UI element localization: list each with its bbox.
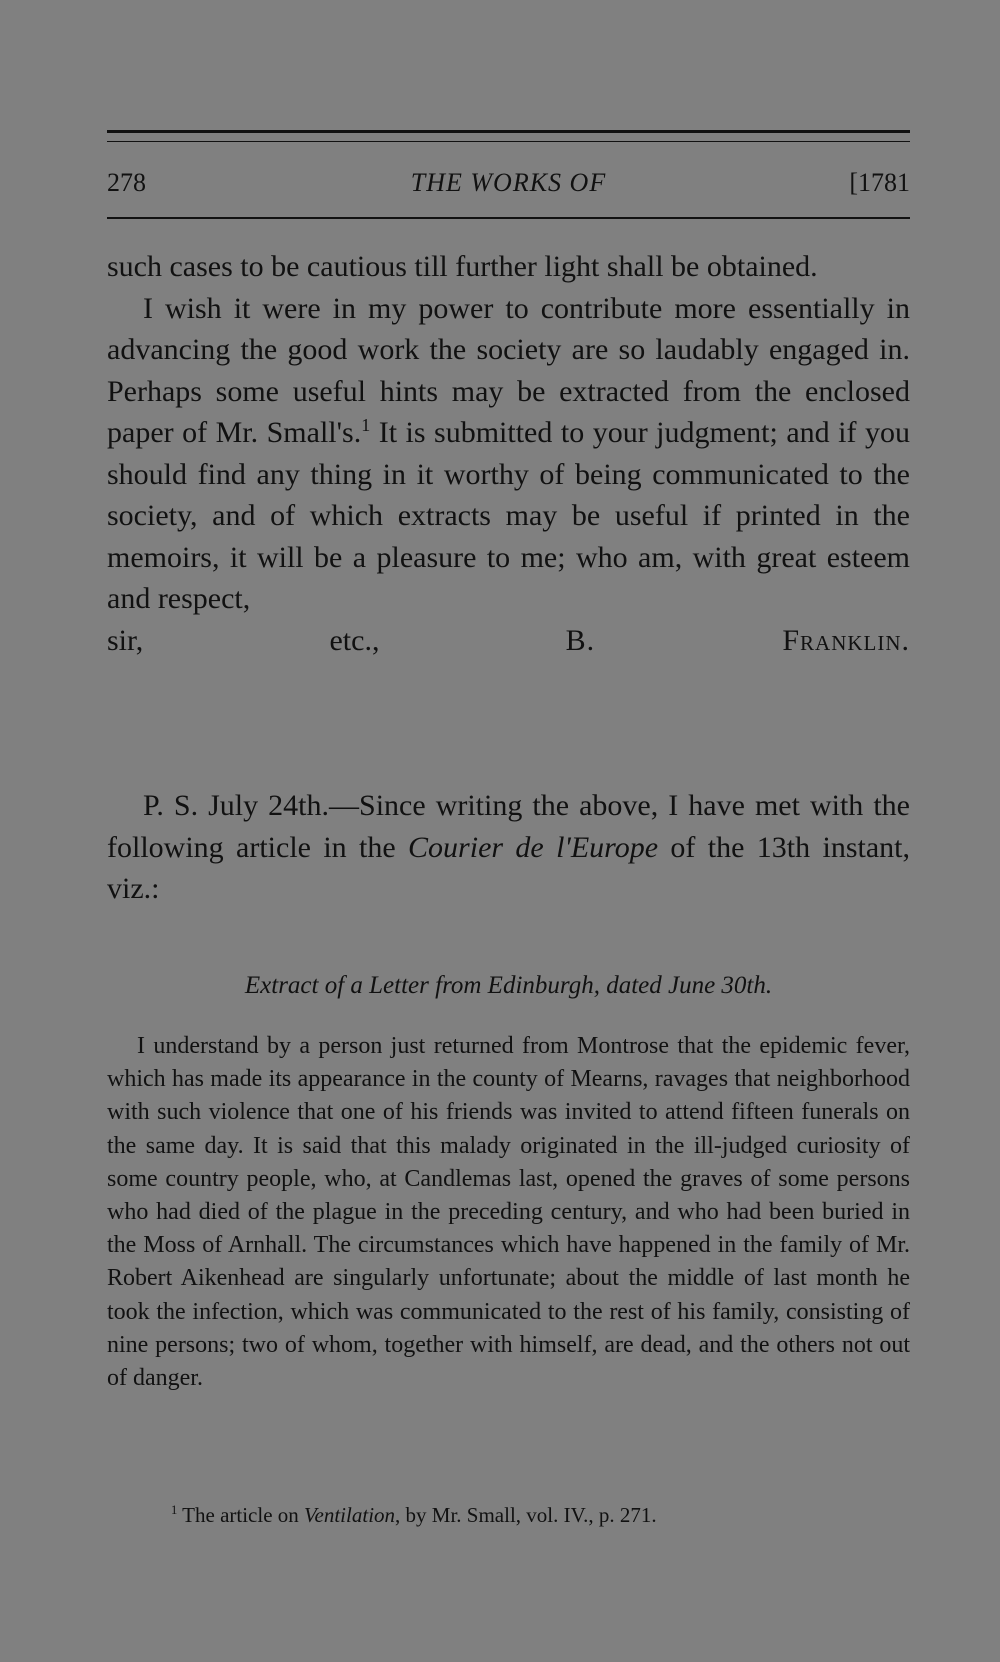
letter-paragraph-2-text-b: It is submitted to your judgment; and if you should find any thing in it worthy of being communicated to the society, and of which extracts may be useful if printed in the memoirs, it will be a pleasure to me; who am, with great esteem and respect, — [107, 416, 910, 615]
top-rule-thick — [107, 130, 910, 133]
postscript-text-a: P. S. July 24th.—Since writing the above, I have met with the following article in the — [107, 789, 910, 864]
footnote-reference: 1 — [361, 415, 371, 435]
extract-body — [107, 1030, 910, 1395]
top-rule-thin — [107, 141, 910, 142]
header-rule — [107, 217, 910, 219]
running-header — [107, 163, 910, 203]
postscript-text-b: of the 13th instant, viz.: — [107, 830, 910, 905]
letter-closing-line — [107, 620, 910, 662]
letter-paragraph-1: such cases to be cautious till further light shall be obtained. — [107, 250, 818, 283]
extract-heading: Extract of a Letter from Edinburgh, dated June 30th. — [244, 972, 773, 999]
footnote-work-title: Ventilation — [304, 1503, 396, 1527]
letter-signature: B. Franklin. — [565, 623, 911, 657]
newspaper-title: Courier de l'Europe — [408, 830, 659, 864]
letter-paragraph-2-text-a: I wish it were in my power to contribute more essentially in advancing the good work the society are so laudably engaged in. Perhaps some useful hints may be extracted from the enclosed paper of Mr. Small's. — [107, 291, 910, 449]
letter-body — [107, 246, 910, 661]
footnote-text-b: , by Mr. Small, vol. IV., p. 271. — [395, 1503, 657, 1527]
footnote-marker: 1 — [171, 1503, 178, 1517]
footnote — [107, 1500, 910, 1530]
postscript — [107, 785, 910, 910]
page-number: 278 — [107, 168, 146, 197]
postscript-paragraph — [107, 785, 910, 910]
running-title: THE WORKS OF — [410, 168, 607, 197]
header-year: [1781 — [849, 168, 910, 197]
footnote-text-a: The article on — [177, 1503, 305, 1527]
extract-paragraph: I understand by a person just returned from Montrose that the epidemic fever, which has made its appearance in the county of Mearns, ravages that neighborhood with such violence that one of his friends was invited to attend fifteen funerals on the same day. It is said that this malady originated in the ill-judged curiosity of some country people, who, at Candlemas last, opened the graves of some persons who had died of the plague in the preceding century, and who had been buried in the Moss of Arnhall. The circumstances which have happened in the family of Mr. Robert Aikenhead are singularly unfortunate; about the middle of last month he took the infection, which was communicated to the rest of his family, consisting of nine persons; two of whom, together with himself, are dead, and the others not out of danger. — [107, 1033, 910, 1392]
letter-closing: sir, etc., — [107, 623, 380, 657]
letter-paragraph-2 — [107, 288, 910, 620]
